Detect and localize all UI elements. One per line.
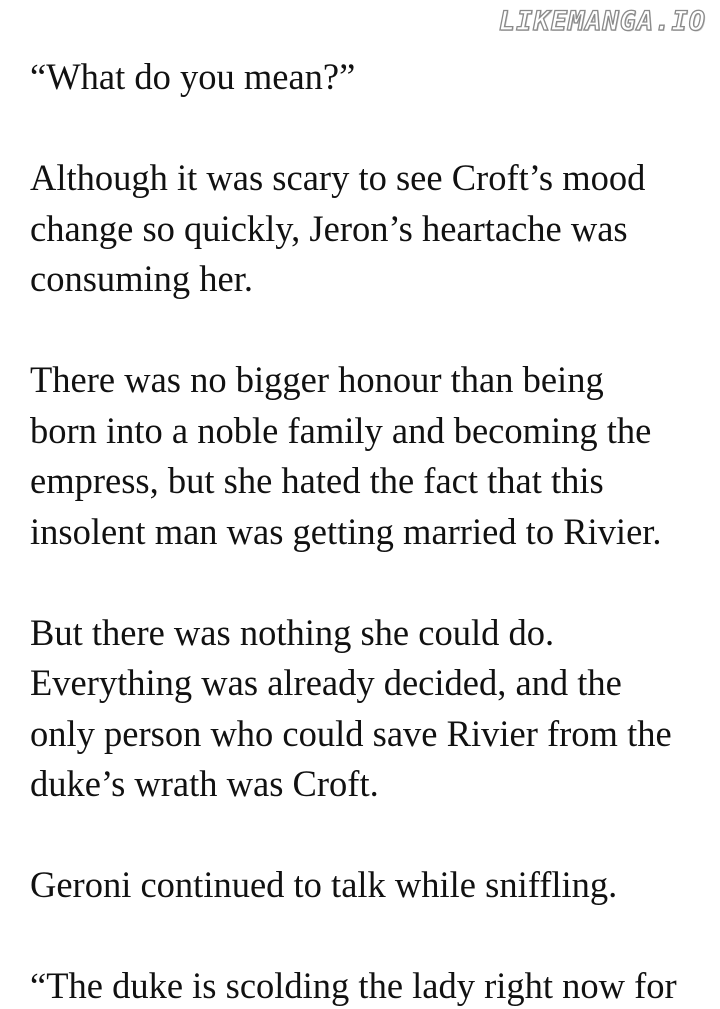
text-line: change so quickly, Jeron’s heartache was bbox=[30, 207, 628, 249]
text-line: There was no bigger honour than being bbox=[30, 359, 604, 400]
paragraph-3 bbox=[30, 355, 710, 557]
text-line: Geroni continued to talk while sniffling. bbox=[30, 864, 618, 905]
text-line: But there was nothing she could do. bbox=[30, 611, 555, 653]
paragraph-5 bbox=[30, 860, 710, 911]
text-line: empress, but she hated the fact that this bbox=[30, 460, 604, 501]
paragraph-1 bbox=[30, 52, 710, 103]
paragraph-gap bbox=[30, 911, 710, 962]
paragraph-6 bbox=[30, 961, 710, 1009]
text-line: born into a noble family and becoming the bbox=[30, 409, 652, 451]
paragraph-gap bbox=[30, 557, 710, 608]
text-line: “What do you mean?” bbox=[30, 56, 356, 97]
text-line: duke’s wrath was Croft. bbox=[30, 763, 379, 804]
text-line: Although it was scary to see Croft’s mood bbox=[30, 157, 646, 198]
text-line: consuming her. bbox=[30, 258, 254, 299]
text-line: Everything was already decided, and the bbox=[30, 662, 622, 703]
paragraph-gap bbox=[30, 305, 710, 356]
paragraph-gap bbox=[30, 810, 710, 861]
text-line: “The duke is scolding the lady right now for bbox=[30, 965, 677, 1006]
text-line: insolent man was getting married to Rivier. bbox=[30, 510, 662, 552]
paragraph-4 bbox=[30, 608, 710, 810]
story-text bbox=[30, 52, 710, 1009]
paragraph-gap bbox=[30, 103, 710, 154]
text-line: only person who could save Rivier from the bbox=[30, 712, 672, 754]
site-watermark: LIKEMANGA.IO bbox=[498, 6, 706, 37]
paragraph-2 bbox=[30, 153, 710, 305]
